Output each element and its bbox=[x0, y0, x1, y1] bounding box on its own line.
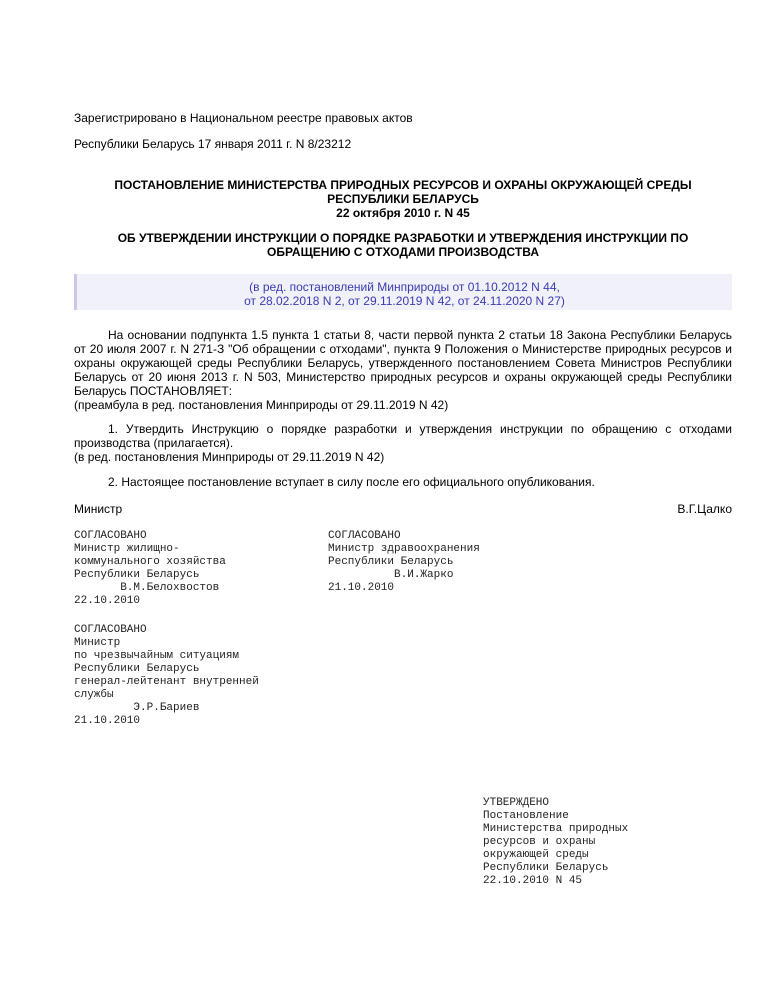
registration-line-2: Республики Беларусь 17 января 2011 г. N 8/23212 bbox=[74, 137, 352, 151]
approval-health-ministry: СОГЛАСОВАНО Министр здравоохранения Республики Беларусь В.И.Жарко 21.10.2010 bbox=[328, 530, 480, 594]
heading-line-2: РЕСПУБЛИКИ БЕЛАРУСЬ bbox=[327, 192, 479, 206]
preamble-text: На основании подпункта 1.5 пункта 1 статьи 8, части первой пункта 2 статьи 18 Закона Республики Беларусь от 20 июля 2007 г. N 271-З "Об обращении с отходами", пункта 9 Положения о Министерстве природных ресурсов и охраны окружающей среды Республики Беларусь, утвержденного постановлением Совета Министров Республики Беларусь от 20 июня 2013 г. N 503, Министерство природных ресурсов и охраны окружающей среды Республики Беларусь ПОСТАНОВЛЯЕТ: bbox=[74, 328, 732, 398]
registration-line-1: Зарегистрировано в Национальном реестре правовых актов bbox=[74, 111, 413, 125]
amendments-line-2: от 28.02.2018 N 2, от 29.11.2019 N 42, от 24.11.2020 N 27) bbox=[244, 294, 565, 308]
subject-line-2: ОБРАЩЕНИЮ С ОТХОДАМИ ПРОИЗВОДСТВА bbox=[267, 245, 539, 259]
signature-position: Министр bbox=[74, 502, 123, 516]
amendments-box bbox=[74, 274, 732, 310]
heading-line-1: ПОСТАНОВЛЕНИЕ МИНИСТЕРСТВА ПРИРОДНЫХ РЕСУРСОВ И ОХРАНЫ ОКРУЖАЮЩЕЙ СРЕДЫ bbox=[114, 178, 692, 192]
approval-housing-ministry: СОГЛАСОВАНО Министр жилищно- коммунального хозяйства Республики Беларусь В.М.Белохвостов 22.10.2010 bbox=[74, 530, 226, 607]
document-subject bbox=[74, 231, 732, 259]
preamble-paragraph bbox=[74, 328, 732, 412]
approval-emergency-ministry: СОГЛАСОВАНО Министр по чрезвычайным ситуациям Республики Беларусь генерал-лейтенант внутренней службы Э.Р.Бариев 21.10.2010 bbox=[74, 624, 259, 727]
amendments-line-1: (в ред. постановлений Минприроды от 01.10.2012 N 44, bbox=[249, 280, 560, 294]
item-1-text: 1. Утвердить Инструкцию о порядке разработки и утверждения инструкции по обращению с отходами производства (прилагается). bbox=[74, 422, 732, 450]
signature-name: В.Г.Цалко bbox=[677, 502, 732, 516]
subject-line-1: ОБ УТВЕРЖДЕНИИ ИНСТРУКЦИИ О ПОРЯДКЕ РАЗРАБОТКИ И УТВЕРЖДЕНИЯ ИНСТРУКЦИИ ПО bbox=[117, 231, 689, 245]
item-1-paragraph bbox=[74, 422, 732, 464]
item-2-paragraph bbox=[74, 475, 732, 489]
document-heading bbox=[74, 178, 732, 220]
item-1-note: (в ред. постановления Минприроды от 29.11.2019 N 42) bbox=[74, 450, 385, 464]
approved-stamp: УТВЕРЖДЕНО Постановление Министерства природных ресурсов и охраны окружающей среды Республики Беларусь 22.10.2010 N 45 bbox=[483, 797, 629, 887]
item-2-text: 2. Настоящее постановление вступает в силу после его официального опубликования. bbox=[108, 475, 595, 489]
preamble-note: (преамбула в ред. постановления Минприроды от 29.11.2019 N 42) bbox=[74, 398, 449, 412]
heading-date: 22 октября 2010 г. N 45 bbox=[336, 206, 470, 220]
